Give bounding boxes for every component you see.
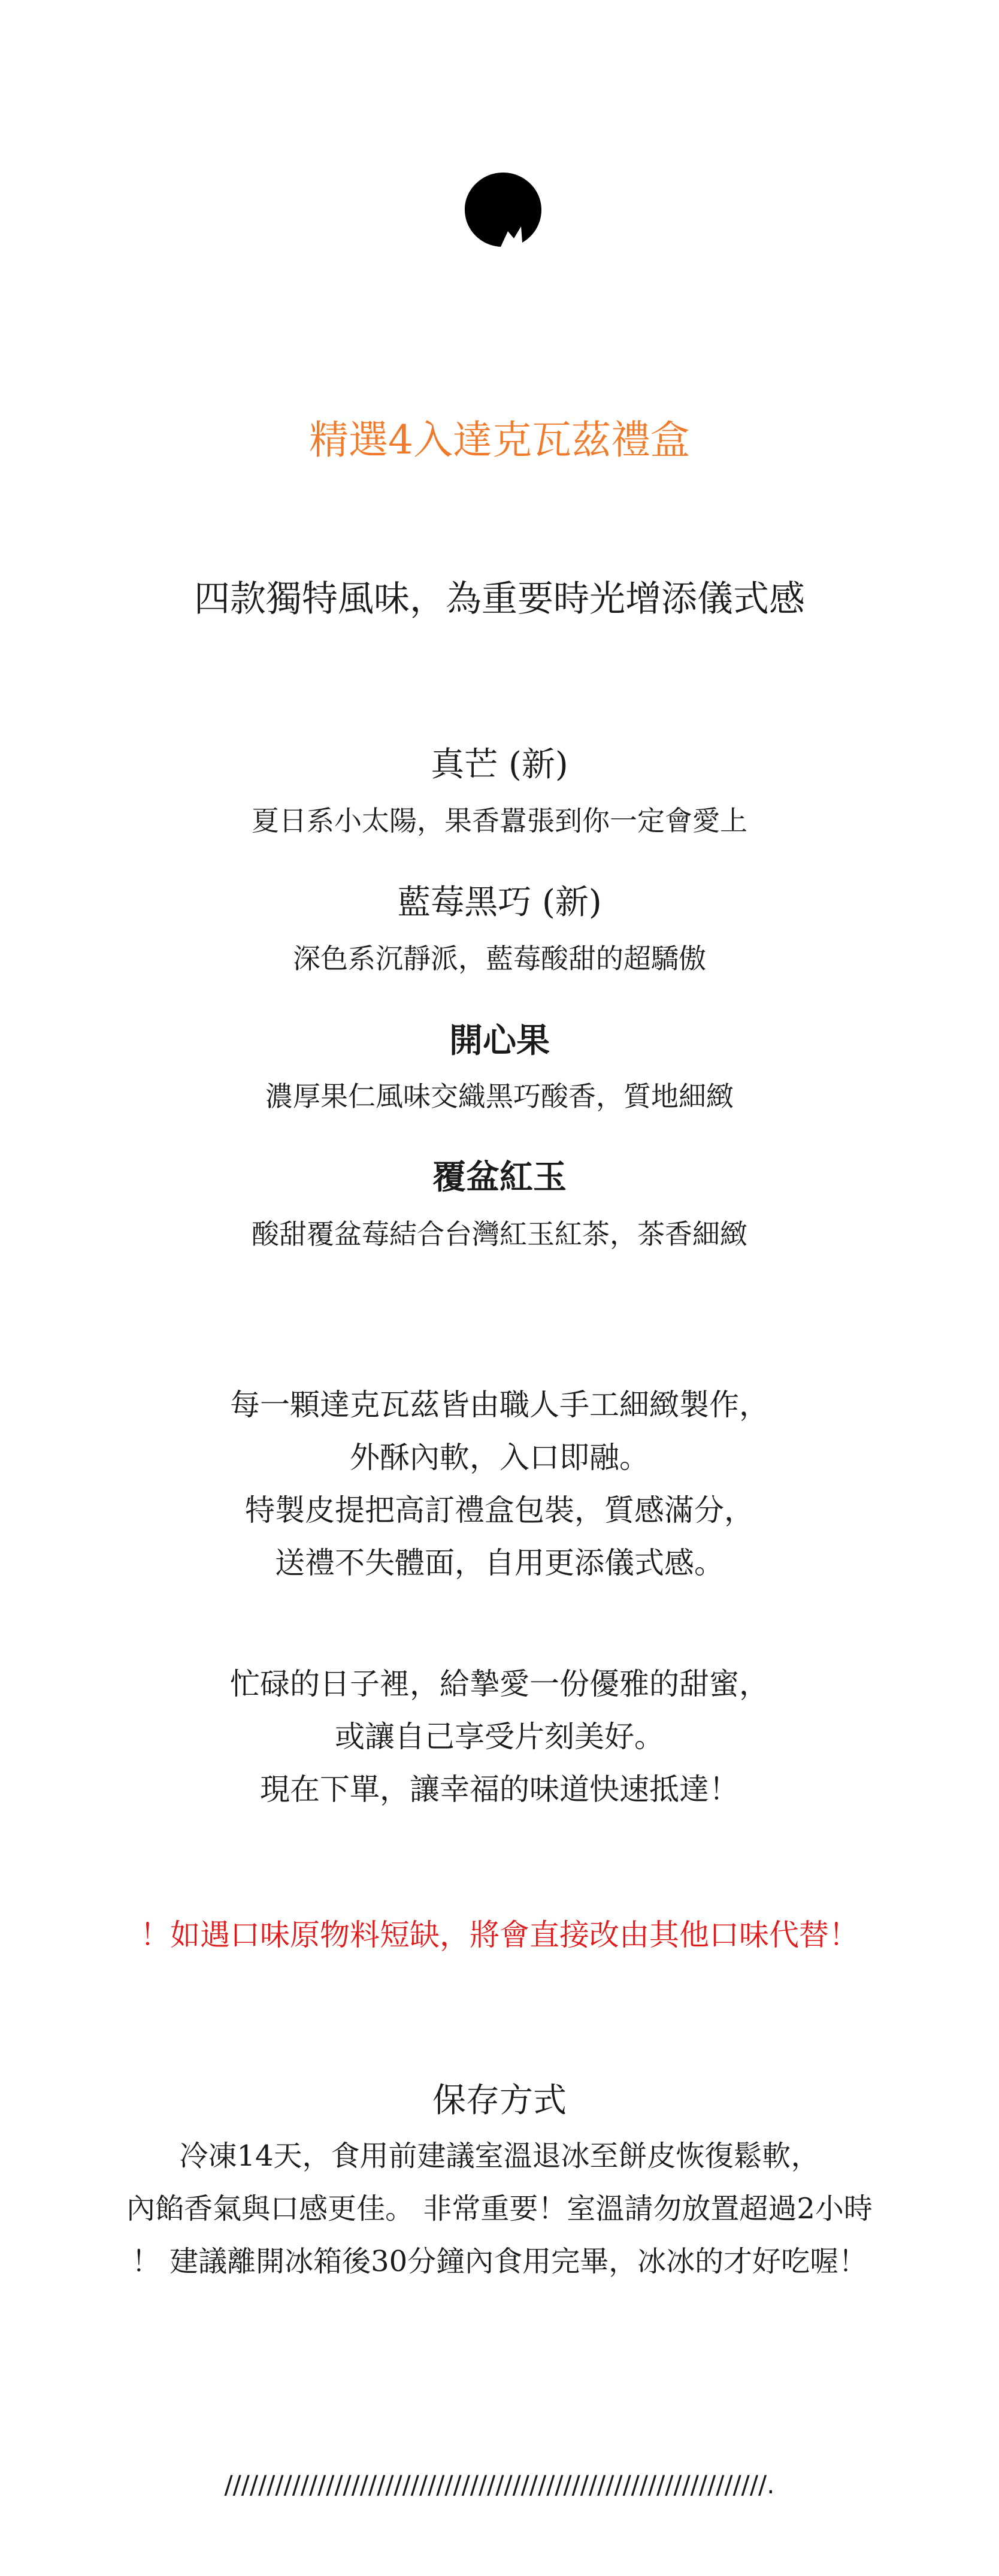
- flavor-name-raspberry: 覆盆紅玉: [432, 1157, 567, 1197]
- flavor-name-pistachio: 開心果: [449, 1021, 550, 1060]
- intro-line: 外酥內軟，入口即融。: [350, 1440, 649, 1475]
- storage-line: 冷凍14天，食用前建議室溫退冰至餅皮恢復鬆軟，: [179, 2139, 820, 2173]
- slash-divider: ////////////////////////////////////////////////////////////////.: [224, 2470, 775, 2499]
- intro-line: 特製皮提把高訂禮盒包裝，質感滿分，: [245, 1493, 754, 1528]
- bitten-circle-logo-icon: [464, 171, 543, 248]
- storage-line: ！ 建議離開冰箱後30分鐘內食用完畢，冰冰的才好吃喔！: [131, 2245, 868, 2278]
- page-subtitle: 四款獨特風味，為重要時光增添儀式感: [194, 578, 805, 620]
- storage-line: 內餡香氣與口感更佳。 非常重要！室溫請勿放置超過2小時: [126, 2192, 873, 2226]
- gift-line: 現在下單，讓幸福的味道快速抵達！: [260, 1772, 739, 1807]
- flavor-name-blueberry: 藍莓黑巧 (新): [397, 883, 602, 922]
- flavor-name-mango: 真芒 (新): [431, 745, 568, 784]
- page-title: 精選4入達克瓦茲禮盒: [309, 417, 690, 463]
- storage-title: 保存方式: [432, 2081, 567, 2120]
- intro-line: 每一顆達克瓦茲皆由職人手工細緻製作，: [230, 1387, 769, 1422]
- intro-line: 送禮不失體面，自用更添儀式感。: [275, 1546, 724, 1580]
- flavor-desc-mango: 夏日系小太陽，果香囂張到你一定會愛上: [252, 805, 747, 837]
- flavor-desc-pistachio: 濃厚果仁風味交織黑巧酸香，質地細緻: [265, 1080, 734, 1112]
- flavor-desc-raspberry: 酸甜覆盆莓結合台灣紅玉紅茶，茶香細緻: [252, 1218, 747, 1250]
- flavor-desc-blueberry: 深色系沉靜派，藍莓酸甜的超驕傲: [293, 942, 706, 975]
- gift-line: 忙碌的日子裡，給摯愛一份優雅的甜蜜，: [230, 1667, 769, 1701]
- stock-warning: ！如遇口味原物料短缺，將會直接改由其他口味代替！: [140, 1918, 859, 1952]
- gift-line: 或讓自己享受片刻美好。: [335, 1719, 664, 1754]
